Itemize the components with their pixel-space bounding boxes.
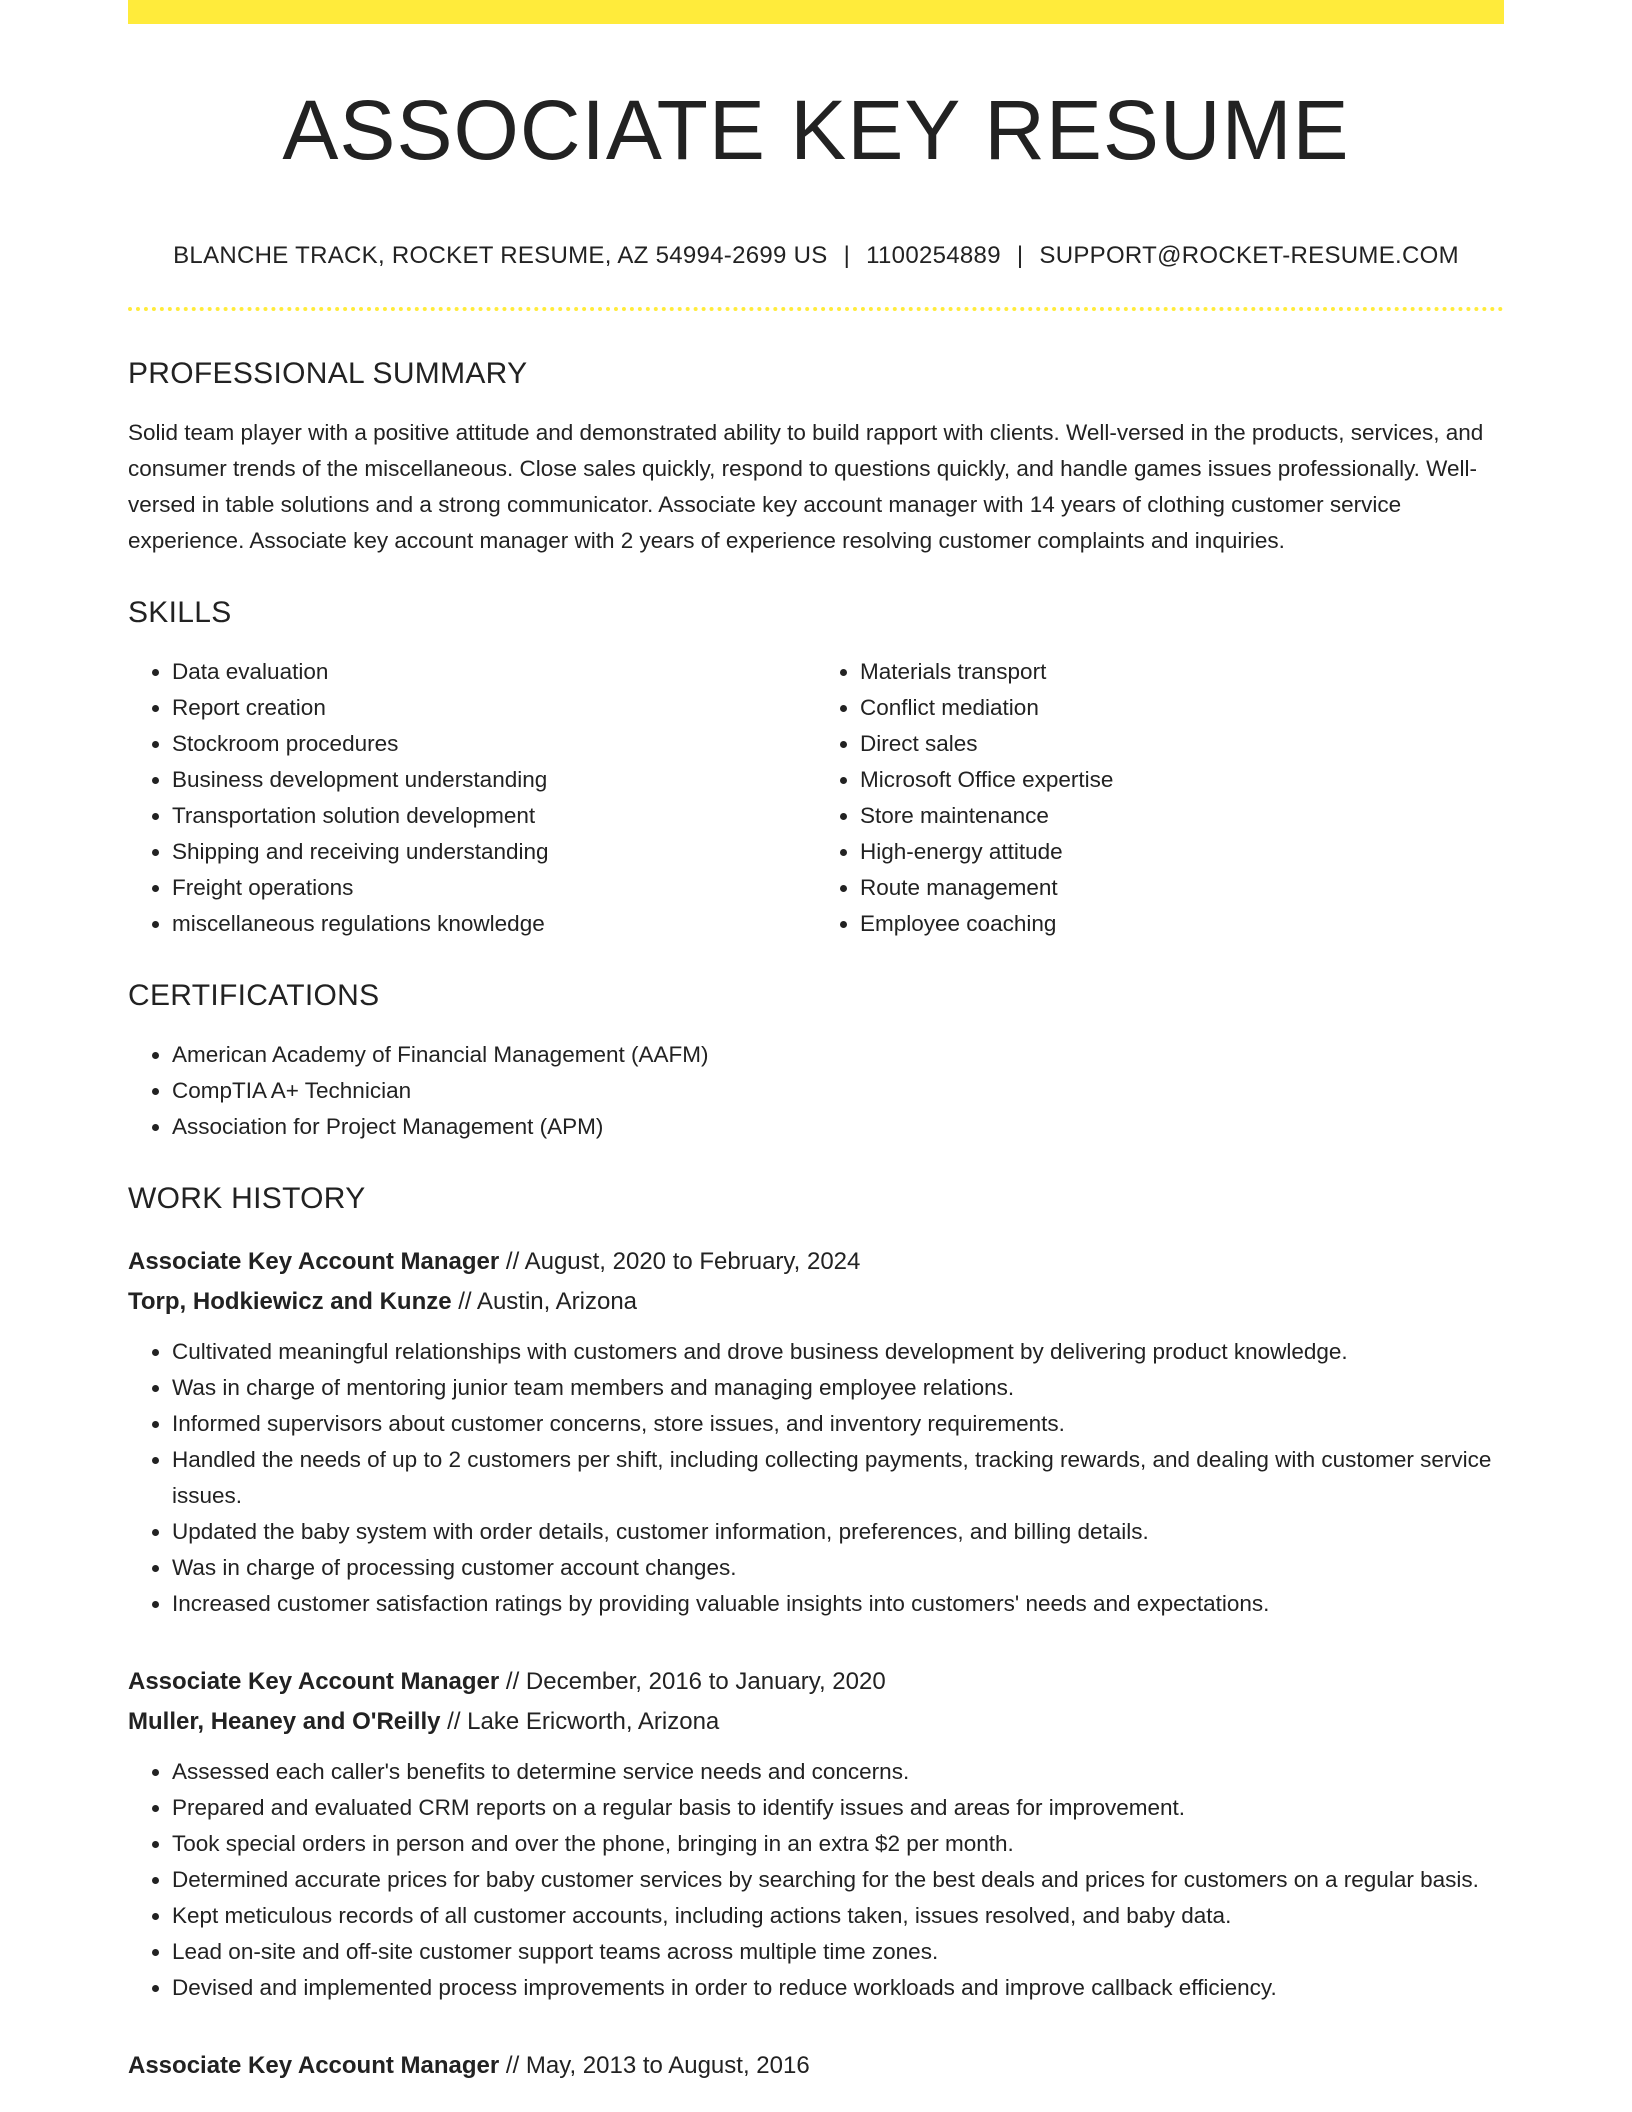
job-bullets: [128, 1334, 1504, 1622]
job-entry: [128, 2046, 1504, 2086]
skill-item: • Shipping and receiving understanding: [172, 834, 816, 870]
certification-item: • CompTIA A+ Technician: [172, 1073, 1504, 1109]
job-bullet: • Cultivated meaningful relationships with customers and drove business development by delivering product knowledge.: [172, 1334, 1504, 1370]
job-bullet: • Kept meticulous records of all customer accounts, including actions taken, issues resolved, and baby data.: [172, 1898, 1504, 1934]
certification-item: • Association for Project Management (APM): [172, 1109, 1504, 1145]
job-entry: [128, 1242, 1504, 1622]
work-history-heading: WORK HISTORY: [128, 1182, 366, 1216]
dotted-divider: [128, 307, 1504, 311]
work-history-section: [128, 1182, 1504, 2086]
certification-item: • American Academy of Financial Management (AAFM): [172, 1037, 1504, 1073]
job-bullet: • Prepared and evaluated CRM reports on a regular basis to identify issues and areas for improvement.: [172, 1790, 1504, 1826]
skills-section: [128, 596, 1504, 942]
skill-item: • Report creation: [172, 690, 816, 726]
contact-address: BLANCHE TRACK, ROCKET RESUME, AZ 54994-2699 US: [173, 242, 828, 270]
job-dates: // August, 2020 to February, 2024: [505, 1248, 861, 1276]
job-location: // Lake Ericworth, Arizona: [447, 1708, 720, 1736]
job-bullet: • Determined accurate prices for baby customer services by searching for the best deals and prices for customers on a regular basis.: [172, 1862, 1504, 1898]
job-company-line: [128, 1282, 1504, 1322]
skill-item: • Microsoft Office expertise: [860, 762, 1504, 798]
skill-item: • miscellaneous regulations knowledge: [172, 906, 816, 942]
skill-item: • Transportation solution development: [172, 798, 816, 834]
skill-item: • Data evaluation: [172, 654, 816, 690]
contact-line: [128, 242, 1504, 270]
job-title: Associate Key Account Manager: [128, 1248, 500, 1276]
certifications-section: [128, 979, 1504, 1145]
skill-item: • Freight operations: [172, 870, 816, 906]
job-bullet: • Assessed each caller's benefits to determine service needs and concerns.: [172, 1754, 1504, 1790]
contact-separator: |: [843, 242, 851, 270]
job-bullets: [128, 1754, 1504, 2006]
job-location: // Austin, Arizona: [458, 1288, 638, 1316]
contact-email[interactable]: SUPPORT@ROCKET-RESUME.COM: [1039, 242, 1459, 270]
contact-separator: |: [1016, 242, 1024, 270]
summary-text: Solid team player with a positive attitude and demonstrated ability to build rapport with clients. Well-versed in the products, services, and consumer trends of the miscellaneous. Close sales quickly, respond to questions quickly, and handle games issues professionally. Well-versed in table solutions and a strong communicator. Associate key account manager with 14 years of clothing customer service experience. Associate key account manager with 2 years of experience resolving customer complaints and inquiries.: [128, 420, 1484, 554]
job-bullet: • Devised and implemented process improvements in order to reduce workloads and improve callback efficiency.: [172, 1970, 1504, 2006]
skill-item: • Employee coaching: [860, 906, 1504, 942]
job-title-line: [128, 2046, 1504, 2086]
job-dates: // May, 2013 to August, 2016: [505, 2052, 810, 2080]
job-entry: [128, 1662, 1504, 2006]
job-bullet: • Took special orders in person and over the phone, bringing in an extra $2 per month.: [172, 1826, 1504, 1862]
skill-item: • Direct sales: [860, 726, 1504, 762]
job-title: Associate Key Account Manager: [128, 2052, 500, 2080]
job-dates: // December, 2016 to January, 2020: [505, 1668, 886, 1696]
skills-heading: SKILLS: [128, 596, 232, 630]
job-bullet: • Was in charge of mentoring junior team members and managing employee relations.: [172, 1370, 1504, 1406]
job-company: Muller, Heaney and O'Reilly: [128, 1708, 441, 1736]
summary-heading: PROFESSIONAL SUMMARY: [128, 357, 528, 391]
job-bullet: • Informed supervisors about customer concerns, store issues, and inventory requirements.: [172, 1406, 1504, 1442]
skills-list-left: [128, 654, 816, 942]
skill-item: • Business development understanding: [172, 762, 816, 798]
skills-list-right: [816, 654, 1504, 942]
skill-item: • High-energy attitude: [860, 834, 1504, 870]
job-title-line: [128, 1662, 1504, 1702]
skill-item: • Store maintenance: [860, 798, 1504, 834]
contact-phone: 1100254889: [866, 242, 1001, 270]
skill-item: • Conflict mediation: [860, 690, 1504, 726]
job-bullet: • Updated the baby system with order details, customer information, preferences, and billing details.: [172, 1514, 1504, 1550]
job-bullet: • Handled the needs of up to 2 customers per shift, including collecting payments, tracking rewards, and dealing with customer service issues.: [172, 1442, 1504, 1514]
skill-item: • Stockroom procedures: [172, 726, 816, 762]
summary-section: [128, 357, 1504, 559]
certifications-list: [128, 1037, 1504, 1145]
skills-columns: [128, 654, 1504, 942]
job-bullet: • Was in charge of processing customer account changes.: [172, 1550, 1504, 1586]
certifications-heading: CERTIFICATIONS: [128, 979, 380, 1013]
skill-item: • Route management: [860, 870, 1504, 906]
job-company-line: [128, 1702, 1504, 1742]
resume-page: [128, 0, 1504, 2086]
job-company: Torp, Hodkiewicz and Kunze: [128, 1288, 452, 1316]
job-title-line: [128, 1242, 1504, 1282]
job-bullet: • Increased customer satisfaction ratings by providing valuable insights into customers' needs and expectations.: [172, 1586, 1504, 1622]
resume-title: ASSOCIATE KEY RESUME: [282, 83, 1350, 177]
job-title: Associate Key Account Manager: [128, 1668, 500, 1696]
skill-item: • Materials transport: [860, 654, 1504, 690]
accent-top-bar: [128, 0, 1504, 24]
job-bullet: • Lead on-site and off-site customer support teams across multiple time zones.: [172, 1934, 1504, 1970]
